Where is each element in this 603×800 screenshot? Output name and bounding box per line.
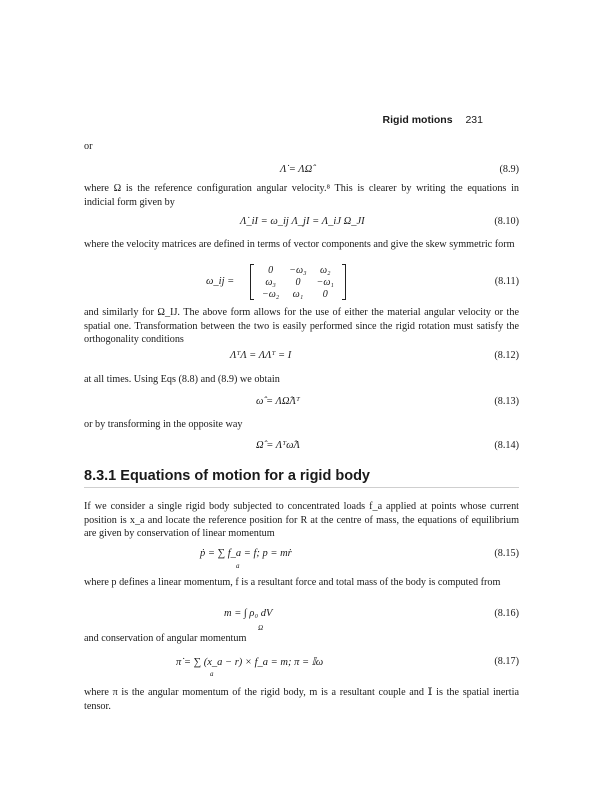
- section-title: Rigid motions: [382, 114, 453, 126]
- heading-divider: [84, 487, 519, 488]
- equation-number: (8.14): [494, 440, 519, 451]
- matrix-cell: ω₂: [319, 264, 331, 276]
- paragraph: and similarly for Ω_IJ. The above form allows for the use of either the material angular velocity or the spatial one. Transformation between the two is easily performed since the rigid rotation must satisfy the orthogonality conditions: [84, 307, 519, 346]
- paragraph: and conservation of angular momentum: [84, 633, 247, 644]
- equation-body: ω̂ = ΛΩ̂Λᵀ: [256, 396, 300, 407]
- equation-number: (8.15): [494, 548, 519, 559]
- skew-matrix: [250, 264, 346, 300]
- equation-number: (8.16): [494, 608, 519, 619]
- equation-body: π̇ = ∑ (x_a − r) × f_a = m; π = 𝕀ω: [176, 657, 324, 668]
- sum-index: a: [236, 562, 240, 570]
- matrix-cell: ω₃: [265, 276, 276, 288]
- running-head: [383, 114, 483, 126]
- paragraph: where π is the angular momentum of the rigid body, m is a resultant couple and 𝕀 is the spatial inertia tensor.: [84, 687, 519, 712]
- paragraph: or by transforming in the opposite way: [84, 419, 243, 430]
- section-heading: 8.3.1 Equations of motion for a rigid body: [84, 468, 370, 484]
- equation-body: Ω̂ = Λᵀω̂Λ: [256, 440, 300, 451]
- matrix-cell: −ω₃: [289, 264, 307, 276]
- equation-8-11: [84, 264, 519, 306]
- paragraph: at all times. Using Eqs (8.8) and (8.9) we obtain: [84, 374, 280, 385]
- equation-8-15: [84, 548, 519, 570]
- equation-8-14: [84, 440, 519, 456]
- paragraph: If we consider a single rigid body subjected to concentrated loads f_a applied at points whose current position is x_a and locate the reference position for R at the centre of mass, the equations of equilibrium are given by conservation of linear momentum: [84, 501, 519, 540]
- equation-number: (8.13): [494, 396, 519, 407]
- paragraph: or: [84, 141, 93, 152]
- equation-body: ṗ = ∑ f_a = f; p = mṙ: [200, 548, 292, 559]
- equation-8-17: [84, 656, 519, 678]
- equation-lhs: ω_ij =: [206, 276, 235, 287]
- matrix-cell: −ω₁: [316, 276, 334, 288]
- matrix-cell: 0: [322, 288, 328, 300]
- equation-body: ΛᵀΛ = ΛΛᵀ = I: [230, 350, 292, 361]
- matrix-cell: 0: [295, 276, 301, 288]
- matrix-cell: ω₁: [292, 288, 304, 300]
- equation-8-10: [84, 216, 519, 232]
- equation-body: Λ̇ = ΛΩ̂: [280, 164, 313, 175]
- equation-number: (8.17): [494, 656, 519, 667]
- matrix-cell: 0: [268, 264, 274, 276]
- equation-number: (8.10): [494, 216, 519, 227]
- matrix-cell: −ω₂: [262, 288, 280, 300]
- equation-number: (8.9): [499, 164, 519, 175]
- equation-body: m = ∫ ρ₀ dV: [224, 608, 273, 619]
- equation-8-13: [84, 396, 519, 412]
- paragraph: where the velocity matrices are defined in terms of vector components and give the skew symmetric form: [84, 239, 515, 250]
- paragraph: where p defines a linear momentum, f is a resultant force and total mass of the body is computed from: [84, 577, 501, 588]
- equation-number: (8.11): [494, 276, 519, 287]
- integral-domain: Ω: [258, 624, 264, 632]
- sum-index: a: [210, 670, 214, 678]
- equation-body: Λ̇_iI = ω_ij Λ_jI = Λ_iJ Ω_JI: [240, 216, 365, 227]
- paragraph: where Ω is the reference configuration angular velocity.⁸ This is clearer by writing the equations in indicial form given by: [84, 183, 519, 208]
- equation-8-16: [84, 608, 519, 632]
- equation-8-9: [84, 164, 519, 180]
- page-number: 231: [465, 114, 483, 126]
- equation-number: (8.12): [494, 350, 519, 361]
- equation-8-12: [84, 350, 519, 366]
